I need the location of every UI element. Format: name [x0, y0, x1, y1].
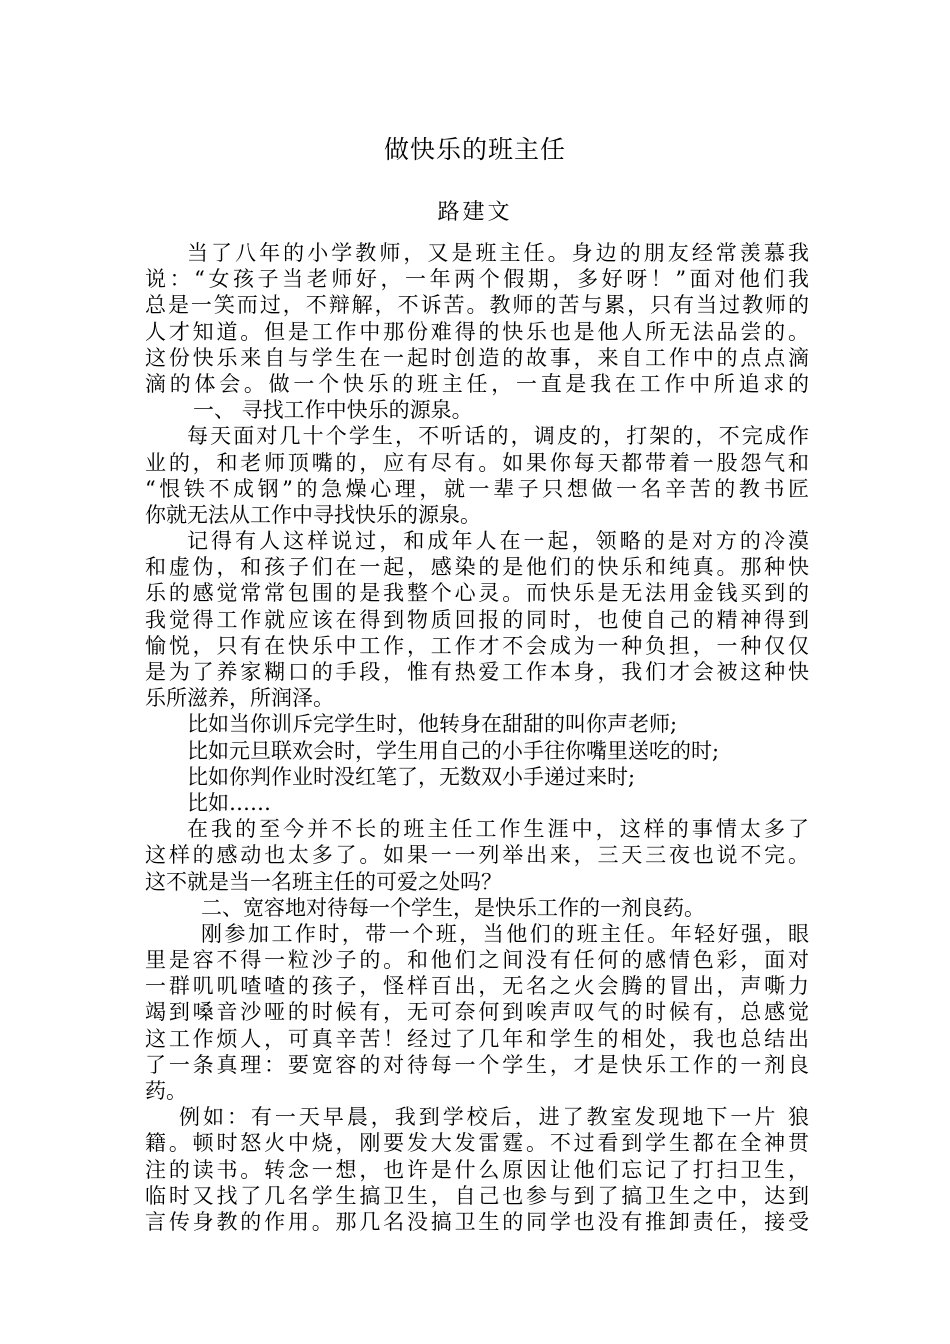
text-line: 这不就是当一名班主任的可爱之处吗？	[145, 869, 502, 894]
text-line: 在我的至今并不长的班主任工作生涯中，这样的事情太多了	[187, 817, 809, 842]
text-line: 我觉得工作就应该在得到物质回报的同时，也使自己的精神得到	[145, 607, 809, 632]
text-line: 和虚伪，和孩子们在一起，感染的是他们的快乐和纯真。那种快	[145, 555, 809, 580]
text-line: 了一条真理：要宽容的对待每一个学生，才是快乐工作的一剂良	[145, 1052, 809, 1077]
document-body	[145, 240, 809, 1235]
text-line: 总是一笑而过，不辩解，不诉苦。教师的苦与累，只有当过教师的	[145, 293, 809, 318]
text-line: 是为了养家糊口的手段，惟有热爱工作本身，我们才会被这种快	[145, 660, 809, 684]
text-line: 一群叽叽喳喳的孩子，怪样百出，无名之火会腾的冒出，声嘶力	[145, 974, 809, 999]
text-line: 每天面对几十个学生，不听话的，调皮的，打架的，不完成作	[187, 424, 809, 449]
text-line: 例如：有一天早晨，我到学校后，进了教室发现地下一片 狼	[179, 1105, 809, 1130]
text-line: 记得有人这样说过，和成年人在一起，领略的是对方的冷漠	[187, 529, 809, 554]
text-line: 乐的感觉常常包围的是我整个心灵。而快乐是无法用金钱买到的	[145, 581, 809, 606]
text-line: 比如当你训斥完学生时，他转身在甜甜的叫你声老师;	[187, 712, 678, 737]
text-line: 注的读书。转念一想，也许是什么原因让他们忘记了打扫卫生，	[145, 1157, 809, 1182]
text-line: 言传身教的作用。那几名没搞卫生的同学也没有推卸责任，接受	[145, 1209, 809, 1234]
text-line: 比如元旦联欢会时，学生用自己的小手往你嘴里送吃的时;	[187, 738, 720, 763]
text-line: 人才知道。但是工作中那份难得的快乐也是他人所无法品尝的。	[145, 319, 809, 344]
text-line: 药。	[145, 1079, 187, 1103]
text-line: 业的，和老师顶嘴的，应有尽有。如果你每天都带着一股怨气和	[145, 450, 809, 475]
text-line: 当了八年的小学教师，又是班主任。身边的朋友经常羡慕我	[187, 241, 809, 265]
text-line: “恨铁不成钢”的急燥心理，就一辈子只想做一名辛苦的教书匠	[145, 476, 809, 501]
text-line: 滴的体会。做一个快乐的班主任，一直是我在工作中所追求的	[145, 371, 809, 396]
section-heading: 二、宽容地对待每一个学生，是快乐工作的一剂良药。	[201, 895, 705, 920]
text-line: 籍。顿时怒火中烧，刚要发大发雷霆。不过看到学生都在全神贯	[145, 1131, 809, 1156]
text-line: 临时又找了几名学生搞卫生，自己也参与到了搞卫生之中，达到	[145, 1183, 809, 1208]
text-line: 你就无法从工作中寻找快乐的源泉。	[145, 502, 481, 527]
text-line: 这份快乐来自与学生在一起时创造的故事，来自工作中的点点滴	[145, 345, 809, 370]
document-author: 路建文	[437, 200, 513, 225]
text-line: 这工作烦人，可真辛苦！经过了几年和学生的相处，我也总结出	[145, 1026, 809, 1051]
text-line: 竭到嗓音沙哑的时候有，无可奈何到唉声叹气的时候有，总感觉	[145, 1000, 809, 1025]
text-line: 这样的感动也太多了。如果一一列举出来，三天三夜也说不完。	[145, 843, 809, 868]
text-line: 比如……	[187, 790, 271, 815]
text-line: 愉悦，只有在快乐中工作，工作才不会成为一种负担，一种仅仅	[145, 633, 809, 658]
section-heading: 一、 寻找工作中快乐的源泉。	[193, 398, 473, 423]
text-line: 乐所滋养，所润泽。	[145, 686, 334, 711]
text-line: 里是容不得一粒沙子的。和他们之间没有任何的感情色彩，面对	[145, 948, 809, 973]
text-line: 刚参加工作时，带一个班，当他们的班主任。年轻好强，眼	[201, 921, 809, 946]
document-title: 做快乐的班主任	[383, 135, 566, 164]
text-line: 说：“女孩子当老师好，一年两个假期，多好呀！”面对他们我	[145, 267, 809, 292]
text-line: 比如你判作业时没红笔了，无数双小手递过来时;	[187, 764, 636, 789]
